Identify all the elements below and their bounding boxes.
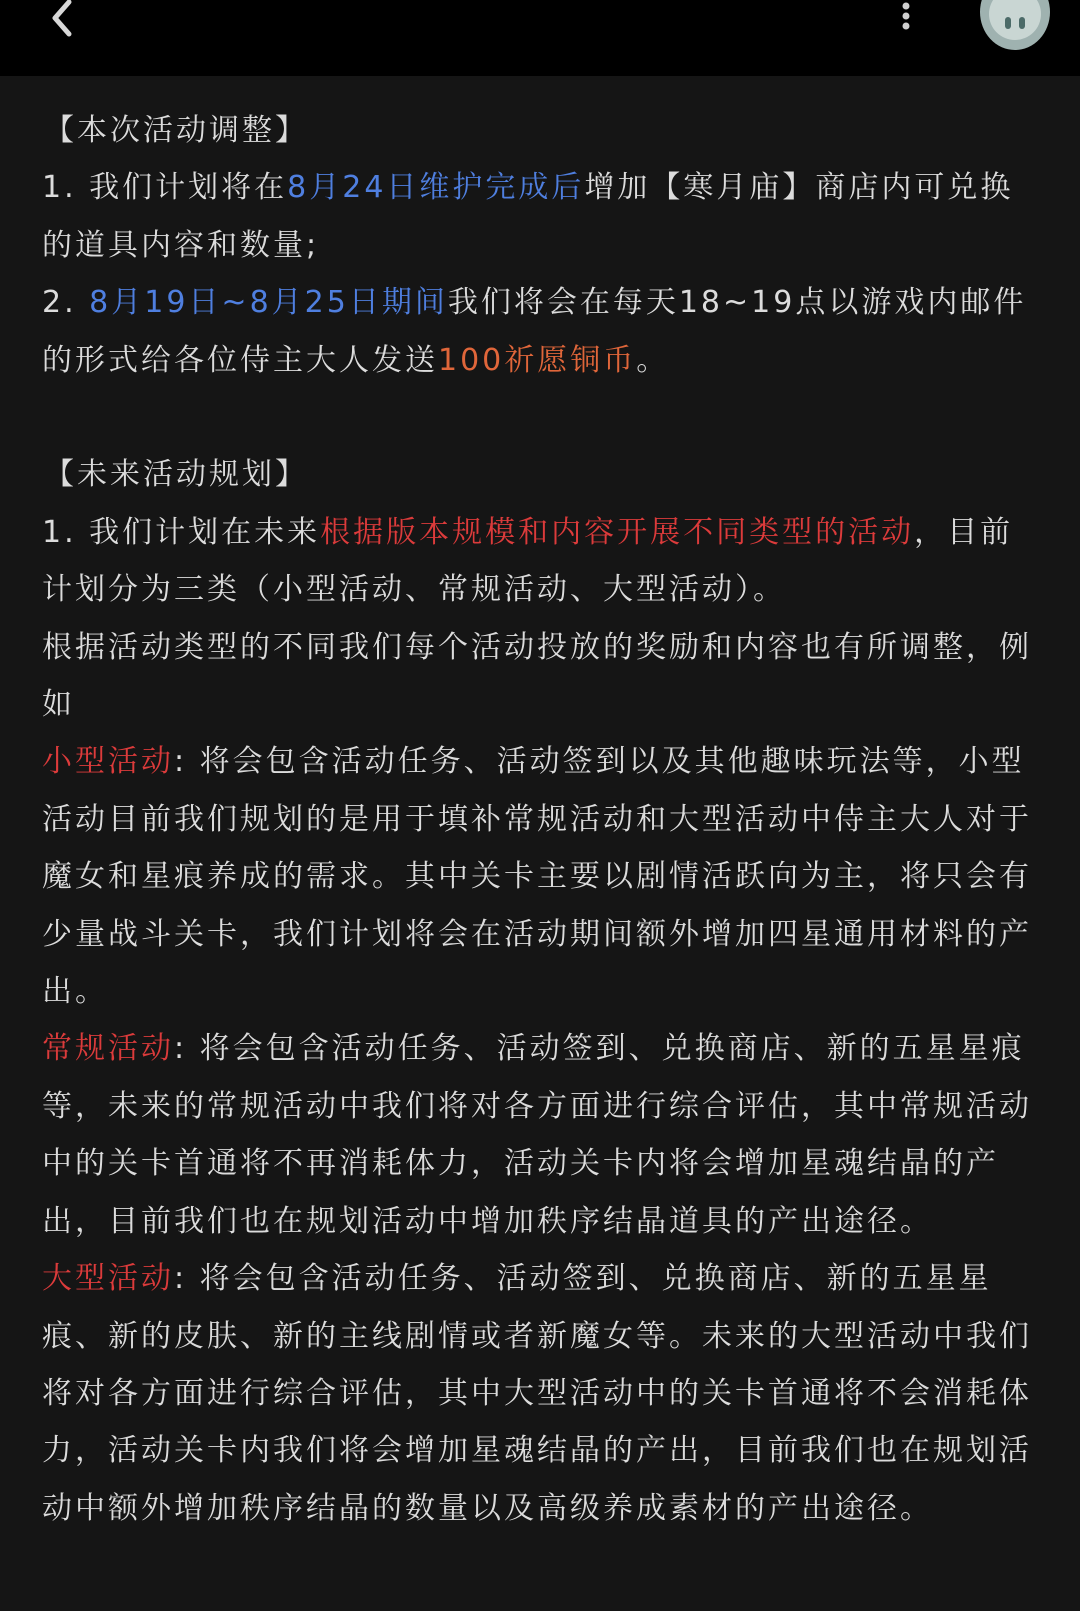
large-activity-label: 大型活动 <box>42 1261 174 1297</box>
chevron-left-icon <box>47 0 77 40</box>
avatar-eye <box>1005 17 1011 29</box>
regular-activity-label: 常规活动 <box>42 1031 174 1067</box>
top-navigation-bar <box>0 0 1080 76</box>
adjust-item-2-highlight: 8月19日~8月25日期间 <box>89 285 448 321</box>
adjust-item-2 <box>42 274 1044 389</box>
small-activity-label: 小型活动 <box>42 744 174 780</box>
plan-intro: 根据活动类型的不同我们每个活动投放的奖励和内容也有所调整，例如 <box>42 629 1032 723</box>
avatar-eye <box>1019 17 1025 29</box>
adjust-item-2-post: 。 <box>636 342 670 378</box>
small-activity-text: : 将会包含活动任务、活动签到以及其他趣味玩法等，小型活动目前我们规划的是用于填补常规活动和大型活动中侍主大人对于魔女和星痕养成的需求。其中关卡主要以剧情活跃向为主，将只会有少量战斗关卡，我们计划将会在活动期间额外增加四星通用材料的产出。 <box>42 744 1032 1010</box>
large-activity-text: : 将会包含活动任务、活动签到、兑换商店、新的五星星痕、新的皮肤、新的主线剧情或者新魔女等。未来的大型活动中我们将对各方面进行综合评估，其中大型活动中的关卡首通将不会消耗体力，活动关卡内我们将会增加星魂结晶的产出，目前我们也在规划活动中额外增加秩序结晶的数量以及高级养成素材的产出途径。 <box>42 1261 1032 1526</box>
plan-small-activity <box>42 733 1044 1020</box>
back-button[interactable] <box>40 0 84 40</box>
adjust-item-2-mid: 我们将会在每天18~19点以游戏内邮件的形式给各位侍主大人发送 <box>42 285 1027 378</box>
adjust-item-2-reward: 100祈愿铜币 <box>438 342 637 378</box>
avatar-face-icon <box>989 0 1041 40</box>
paragraph-spacer <box>42 389 1044 446</box>
regular-activity-text: : 将会包含活动任务、活动签到、兑换商店、新的五星星痕等，未来的常规活动中我们将对各方面进行综合评估，其中常规活动中的关卡首通将不再消耗体力，活动关卡内将会增加星魂结晶的产出，目前我们也在规划活动中增加秩序结晶道具的产出途径。 <box>42 1031 1032 1239</box>
avatar[interactable] <box>980 0 1050 50</box>
adjust-item-1-highlight: 8月24日维护完成后 <box>287 170 585 206</box>
adjust-item-1-post: 增加【寒月庙】商店内可兑换的道具内容和数量; <box>42 170 1014 263</box>
adjust-item-2-pre: 2. <box>42 285 90 321</box>
section-heading-adjust: 【本次活动调整】 <box>44 113 308 148</box>
plan-item-1-post: ，目前计划分为三类（小型活动、常规活动、大型活动）。 <box>42 514 1014 608</box>
plan-item-1 <box>42 504 1044 619</box>
section-heading-plan: 【未来活动规划】 <box>44 457 308 493</box>
article-body <box>0 76 1080 1611</box>
more-options-button[interactable] <box>888 0 924 40</box>
plan-item-1-pre: 1. 我们计划在未来 <box>42 514 321 550</box>
plan-large-activity <box>42 1250 1044 1537</box>
plan-regular-activity <box>42 1020 1044 1250</box>
more-vertical-icon <box>900 0 912 40</box>
adjust-item-1-pre: 1. 我们计划将在 <box>42 170 288 206</box>
adjust-item-1 <box>42 159 1044 274</box>
plan-item-1-highlight: 根据版本规模和内容开展不同类型的活动 <box>320 514 915 550</box>
